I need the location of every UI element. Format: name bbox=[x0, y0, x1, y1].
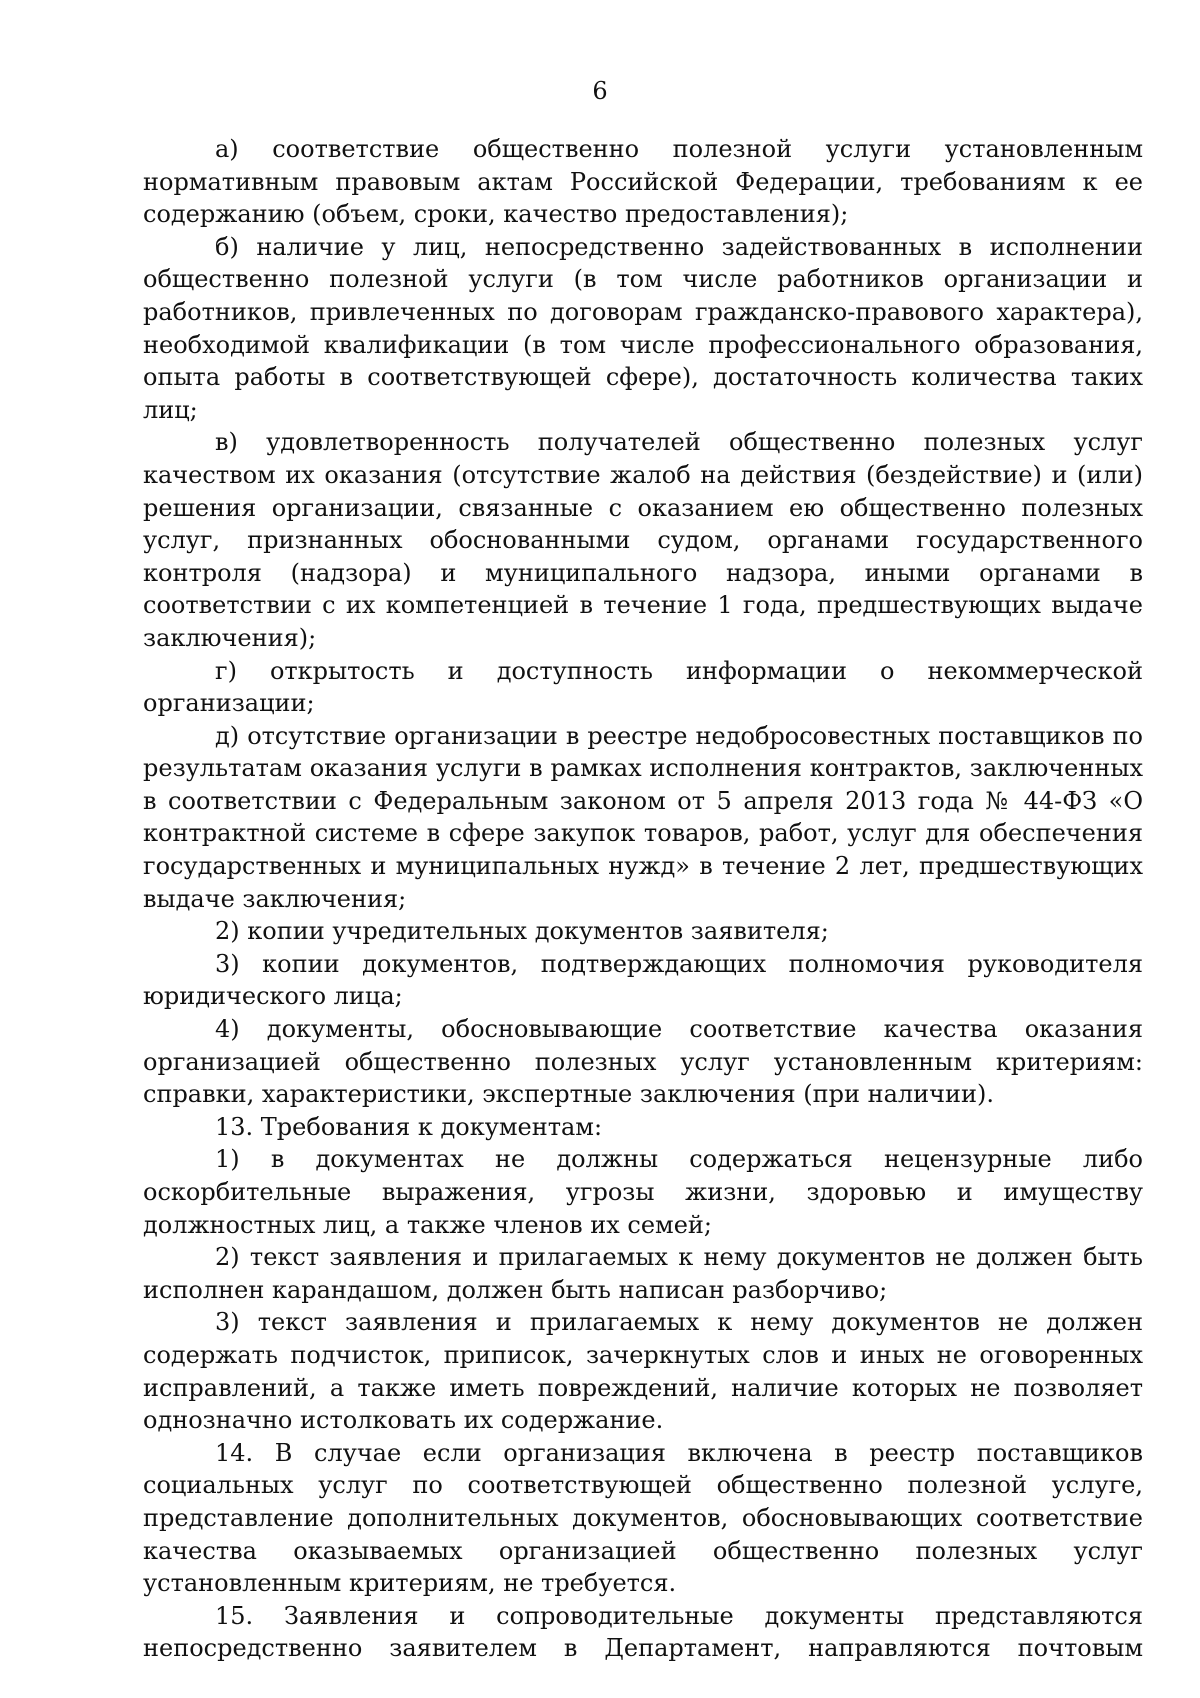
paragraph-section-15: 15. Заявления и сопроводительные документы представляются непосредственно заявителем в Департамент, направляются почтовым bbox=[143, 1601, 1143, 1663]
paragraph-item-2: 2) копии учредительных документов заявителя; bbox=[215, 917, 829, 946]
paragraph-requirement-2: 2) текст заявления и прилагаемых к нему документов не должен быть исполнен карандашом, должен быть написан разборчиво; bbox=[143, 1243, 1143, 1304]
document-body bbox=[143, 133, 1143, 1665]
paragraph-section-13: 13. Требования к документам: bbox=[215, 1112, 603, 1141]
paragraph-criterion-b: б) наличие у лиц, непосредственно задействованных в исполнении общественно полезной услуги (в том числе работников организации и работников, привлеченных по договорам гражданско-правового характера), необходимой квалификации (в том числе профессионального образования, опыта работы в соответствующей сфере), достаточность количества таких лиц; bbox=[143, 232, 1143, 424]
paragraph-criterion-g: г) открытость и доступность информации о некоммерческой организации; bbox=[143, 656, 1143, 718]
paragraph-item-4: 4) документы, обосновывающие соответствие качества оказания организацией общественно полезных услуг установленным критериям: справки, характеристики, экспертные заключения (при наличии). bbox=[143, 1015, 1143, 1109]
page-number: 6 bbox=[592, 77, 608, 105]
paragraph-criterion-d: д) отсутствие организации в реестре недобросовестных поставщиков по результатам оказания услуги в рамках исполнения контрактов, заключенных в соответствии с Федеральным законом от 5 апреля 2013 года № 44-ФЗ «О контрактной системе в сфере закупок товаров, работ, услуг для обеспечения государственных и муниципальных нужд» в течение 2 лет, предшествующих выдаче заключения; bbox=[143, 721, 1143, 913]
paragraph-requirement-3: 3) текст заявления и прилагаемых к нему документов не должен содержать подчисток, приписок, зачеркнутых слов и иных не оговоренных исправлений, а также иметь повреждений, наличие которых не позволяет однозначно истолковать их содержание. bbox=[143, 1308, 1143, 1435]
paragraph-criterion-v: в) удовлетворенность получателей общественно полезных услуг качеством их оказания (отсутствие жалоб на действия (бездействие) и (или) решения организации, связанные с оказанием ею общественно полезных услуг, признанных обоснованными судом, органами государственного контроля (надзора) и муниципального надзора, иными органами в соответствии с их компетенцией в течение 1 года, предшествующих выдаче заключения); bbox=[143, 428, 1143, 652]
paragraph-section-14: 14. В случае если организация включена в реестр поставщиков социальных услуг по соответствующей общественно полезной услуге, представление дополнительных документов, обосновывающих соответствие качества оказываемых организацией общественно полезных услуг установленным критериям, не требуется. bbox=[143, 1438, 1143, 1598]
paragraph-requirement-1: 1) в документах не должны содержаться нецензурные либо оскорбительные выражения, угрозы жизни, здоровью и имуществу должностных лиц, а также членов их семей; bbox=[143, 1145, 1143, 1239]
paragraph-criterion-a: а) соответствие общественно полезной услуги установленным нормативным правовым актам Российской Федерации, требованиям к ее содержанию (объем, сроки, качество предоставления); bbox=[143, 135, 1143, 229]
paragraph-item-3: 3) копии документов, подтверждающих полномочия руководителя юридического лица; bbox=[143, 949, 1143, 1011]
